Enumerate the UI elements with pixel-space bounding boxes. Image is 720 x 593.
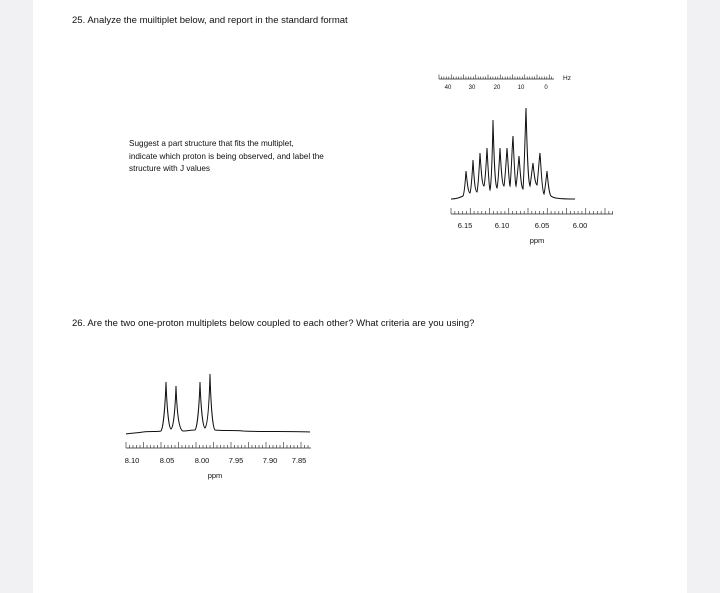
ppm-unit-label-25: ppm [529,236,545,245]
ppm-label-6-05: 6.05 [534,221,550,230]
ppm-label-7-85: 7.85 [291,456,307,465]
hz-unit-label: Hz [563,75,571,82]
multiplet-trace-26 [126,374,310,434]
hz-label-0: 0 [544,85,548,91]
multiplet-spectrum-25 [413,68,613,248]
hz-ticks [439,75,552,80]
ppm-label-8-10: 8.10 [124,456,140,465]
question-26-title: 26. Are the two one-proton multiplets below coupled to each other? What criteria are you using? [72,318,475,329]
hz-label-10: 10 [517,85,525,91]
hz-label-40: 40 [444,85,452,91]
ppm-label-7-95: 7.95 [228,456,244,465]
ppm-ticks-25 [451,208,613,214]
ppm-label-6-00: 6.00 [572,221,588,230]
multiplet-trace-25 [451,108,575,199]
hz-label-30: 30 [468,85,476,91]
ppm-label-6-10: 6.10 [494,221,510,230]
question-25-title: 25. Analyze the muiltiplet below, and report in the standard format [72,15,348,26]
coupled-multiplets-spectrum-26 [123,370,333,490]
ppm-unit-label-26: ppm [207,471,223,480]
ppm-ticks-26 [126,442,308,448]
question-25-instruction: Suggest a part structure that fits the multiplet, indicate which proton is being observed, and label the structure with J values [129,139,324,173]
document-page [33,0,687,593]
ppm-label-6-15: 6.15 [457,221,473,230]
ppm-label-8-05: 8.05 [159,456,175,465]
ppm-label-7-90: 7.90 [262,456,278,465]
ppm-label-8-00: 8.00 [194,456,210,465]
hz-label-20: 20 [493,85,501,91]
